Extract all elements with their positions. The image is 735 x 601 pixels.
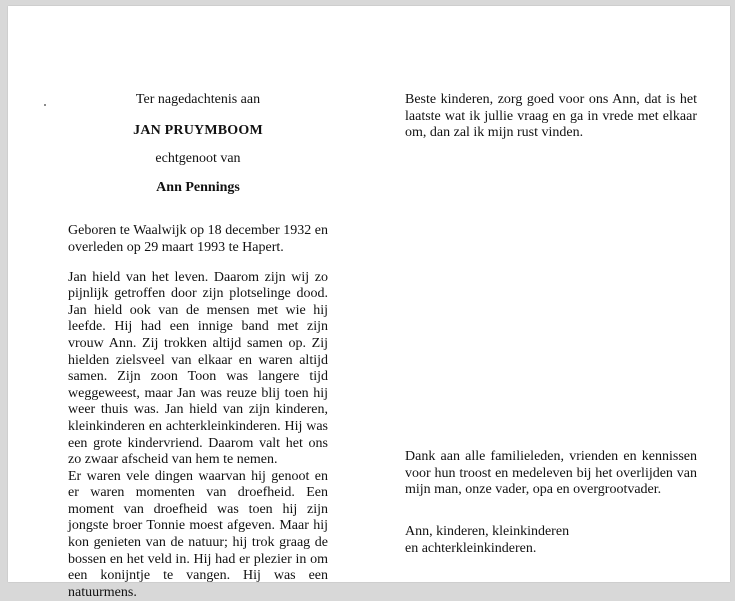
farewell-quote: Beste kinderen, zorg goed voor ons Ann, dat is het laatste wat ik jullie vraag en ga in vrede met elkaar om, dan zal ik mijn rust vinden. [405, 92, 697, 141]
biography-paragraph-1: Jan hield van het leven. Daarom zijn wij zo pijnlijk getroffen door zijn plotselinge dood. Jan hield ook van de mensen met wie hij leefde. Hij had een innige band met zijn vrouw Ann. Zij trokken altijd samen op. Zij hielden zielsveel van elkaar en waren altijd samen. Zijn zoon Toon was langere tijd weggeweest, maar Jan was reuze blij toen hij weer thuis was. Jan hield van zijn kinderen, kleinkinderen en achterkleinkinderen. Hij was een grote kindervriend. Daarom valt het ons zo zwaar afscheid van hem te nemen. [68, 269, 328, 468]
right-column [405, 92, 697, 142]
deceased-name: JAN PRUYMBOOM [133, 122, 263, 138]
signoff-block [405, 524, 697, 557]
scan-speck [44, 104, 46, 106]
memorial-card [8, 6, 730, 600]
intro-line: Ter nagedachtenis aan [135, 92, 261, 107]
left-column [68, 92, 328, 601]
birth-death-paragraph: Geboren te Waalwijk op 18 december 1932 en overleden op 29 maart 1993 te Hapert. [68, 223, 328, 255]
thanks-paragraph: Dank aan alle familieleden, vrienden en kennissen voor hun troost en medeleven bij het overlijden van mijn man, onze vader, opa en overgrootvader. [405, 449, 697, 498]
header-block [78, 92, 318, 196]
signoff-line-1: Ann, kinderen, kleinkinderen [405, 524, 570, 539]
spouse-label: echtgenoot van [155, 151, 241, 167]
signoff-line-2: en achterkleinkinderen. [405, 540, 537, 556]
biography-paragraph-2: Er waren vele dingen waarvan hij genoot en er waren momenten van droefheid. Een moment van droefheid was toen hij zijn jongste broer Tonnie moest afgeven. Maar hij kon genieten van de natuur; hij trok graag de bossen en het veld in. Hij had er plezier in om een konijntje te vangen. Hij was een natuurmens. [68, 468, 328, 600]
spouse-name: Ann Pennings [156, 179, 240, 195]
